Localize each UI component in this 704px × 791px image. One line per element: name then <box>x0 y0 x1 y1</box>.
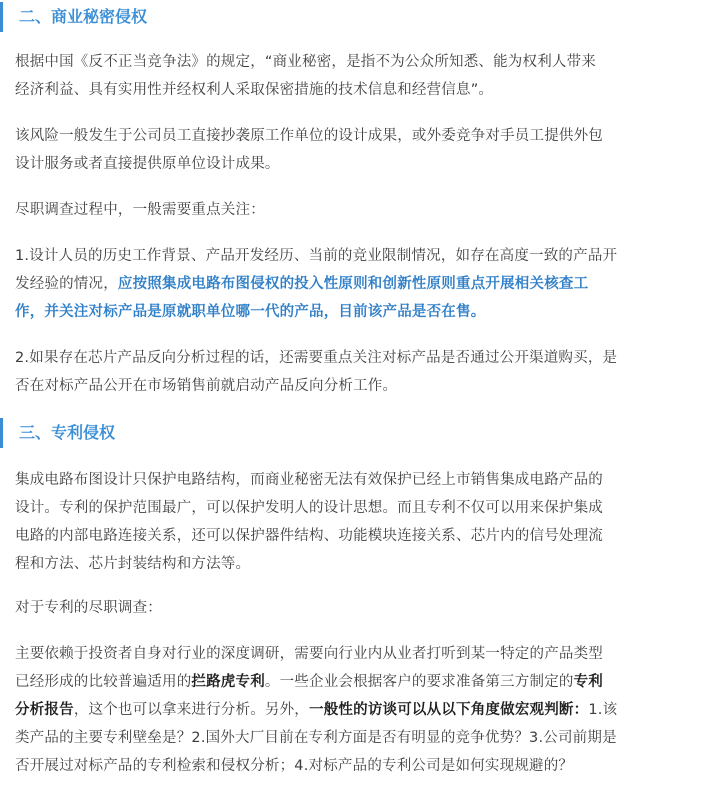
text-line: 否开展过对标产品的专利检索和侵权分析；4.对标产品的专利公司是如何实现规避的？ <box>15 758 574 774</box>
text-line <box>15 668 697 696</box>
focus-point-2-paragraph <box>15 344 697 400</box>
patent-due-diligence-paragraph <box>15 640 697 780</box>
plain-text: 发经验的情况， <box>15 276 118 292</box>
highlighted-text: 应按照集成电路布图侵权的投入性原则和创新性原则重点开展相关核查工 <box>117 276 589 292</box>
plain-text: 1.该 <box>588 702 618 718</box>
text-line: 设计。专利的保护范围最广，可以保护发明人的设计思想。而且专利不仅可以用来保护集成 <box>15 500 603 516</box>
highlighted-text-line: 作，并关注对标产品是原就职单位哪一代的产品，目前该产品是否在售。 <box>15 304 486 320</box>
risk-paragraph <box>15 122 697 178</box>
text-line: 该风险一般发生于公司员工直接抄袭原工作单位的设计成果，或外委竞争对手员工提供外包 <box>15 128 603 144</box>
patent-due-diligence-intro <box>15 594 697 622</box>
text-line: 电路的内部电路连接关系，还可以保护器件结构、功能模块连接关系、芯片内的信号处理流 <box>15 528 603 544</box>
bold-text: 一般性的访谈可以从以下角度做宏观判断： <box>309 702 589 718</box>
plain-text: 。一些企业会根据客户的要求准备第三方制定的 <box>264 674 574 690</box>
trade-secret-definition-paragraph <box>15 48 697 104</box>
section-heading-trade-secret: 二、商业秘密侵权 <box>0 2 700 32</box>
bold-text: 拦路虎专利 <box>191 674 265 690</box>
text-line <box>15 270 697 298</box>
due-diligence-focus-intro <box>15 196 697 224</box>
patent-scope-paragraph <box>15 466 697 578</box>
text-line: 经济利益、具有实用性并经权利人采取保密措施的技术信息和经营信息”。 <box>15 82 494 98</box>
bold-text: 专利 <box>573 674 604 690</box>
plain-text: ，这个也可以拿来进行分析。另外， <box>73 702 310 718</box>
text-line: 主要依赖于投资者自身对行业的深度调研，需要向行业内从业者打听到某一特定的产品类型 <box>15 646 603 662</box>
focus-point-1-paragraph <box>15 242 697 326</box>
bold-text: 分析报告 <box>15 702 74 718</box>
text-line: 根据中国《反不正当竞争法》的规定，“商业秘密，是指不为公众所知悉、能为权利人带来 <box>15 54 597 70</box>
section-heading-patent: 三、专利侵权 <box>0 418 700 448</box>
text-line: 类产品的主要专利壁垒是？2.国外大厂目前在专利方面是否有明显的竞争优势？3.公司前期是 <box>15 730 617 746</box>
text-line: 程和方法、芯片封装结构和方法等。 <box>15 556 251 572</box>
text-line: 1.设计人员的历史工作背景、产品开发经历、当前的竞业限制情况，如存在高度一致的产品开 <box>15 248 618 264</box>
text-line: 尽职调查过程中，一般需要重点关注： <box>15 202 265 218</box>
text-line: 对于专利的尽职调查： <box>15 600 162 616</box>
text-line: 2.如果存在芯片产品反向分析过程的话，还需要重点关注对标产品是否通过公开渠道购买，是 <box>15 350 618 366</box>
plain-text: 已经形成的比较普遍适用的 <box>15 674 192 690</box>
text-line: 否在对标产品公开在市场销售前就启动产品反向分析工作。 <box>15 378 398 394</box>
text-line: 设计服务或者直接提供原单位设计成果。 <box>15 156 280 172</box>
text-line: 集成电路布图设计只保护电路结构，而商业秘密无法有效保护已经上市销售集成电路产品的 <box>15 472 603 488</box>
text-line <box>15 696 697 724</box>
